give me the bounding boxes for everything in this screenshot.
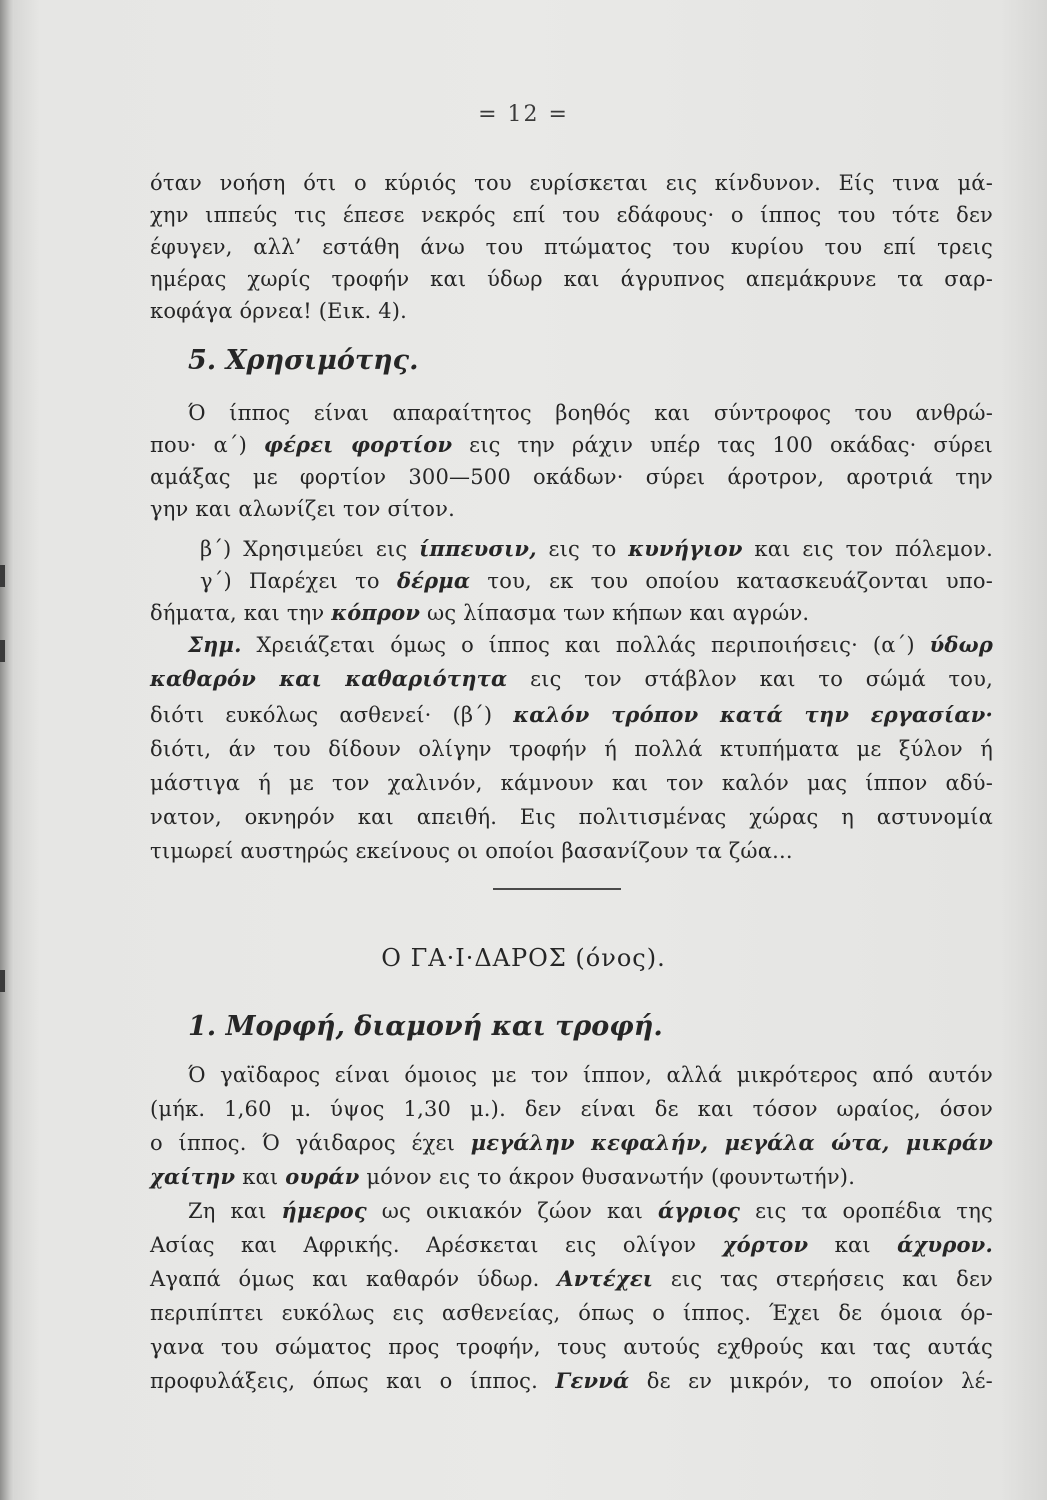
note-line: νατον, οκνηρόν και απειθή. Εις πολιτισμένας χώρας η αστυνομία [150, 805, 993, 829]
text-line: Ό γαϊδαρος είναι όμοιος με τον ίππον, αλλά μικρότερος από αυτόν [188, 1063, 993, 1087]
text-line: χην ιππεύς τις έπεσε νεκρός επί του εδάφους· ο ίππος του τότε δεν [150, 203, 993, 227]
text-line: έφυγεν, αλλ’ εστάθη άνω του πτώματος του κυρίου του επί τρεις [150, 235, 993, 259]
binding-mark [0, 640, 5, 662]
text-line: Αγαπά όμως και καθαρόν ύδωρ. Αντέχει εις τας στερήσεις και δεν [150, 1266, 993, 1291]
note-line: διότι ευκόλως ασθενεί· (β΄) καλόν τρόπον κατά την εργασίαν· [150, 702, 993, 727]
text-line: ο ίππος. Ό γάιδαρος έχει μεγάλην κεφαλήν, μεγάλα ώτα, μικράν [150, 1130, 993, 1155]
text-line: ημέρας χωρίς τροφήν και ύδωρ και άγρυπνος απεμάκρυνε τα σαρ- [150, 267, 993, 291]
binding-mark [0, 565, 5, 587]
section-divider [493, 888, 621, 890]
page-edge-shadow [0, 0, 14, 1500]
text-line: χαίτην και ουράν μόνον εις το άκρον θυσανωτήν (φουντωτήν). [150, 1164, 856, 1189]
text-line: αμάξας με φορτίον 300—500 οκάδων· σύρει άροτρον, αροτριά την [150, 465, 993, 489]
note-line: τιμωρεί αυστηρώς εκείνους οι οποίοι βασανίζουν τα ζώα... [150, 839, 793, 863]
note-line: καθαρόν και καθαριότητα εις τον στάβλον και το σώμά του, [150, 666, 993, 691]
text-line: Ζη και ήμερος ως οικιακόν ζώον και άγριος εις τα οροπέδια της [188, 1198, 993, 1223]
text-line: β΄) Χρησιμεύει εις ίππευσιν, εις το κυνήγιον και εις τον πόλεμον. [200, 536, 993, 561]
text-line: κοφάγα όρνεα! (Εικ. 4). [150, 299, 408, 323]
binding-mark [0, 970, 5, 992]
text-line: περιπίπτει ευκόλως εις ασθενείας, όπως ο ίππος. Έχει δε όμοια όρ- [150, 1301, 993, 1325]
section-heading-usefulness: 5. Χρησιμότης. [188, 345, 419, 376]
note-line: Σημ. Χρειάζεται όμως ο ίππος και πολλάς περιποιήσεις· (α΄) ύδωρ [188, 632, 993, 657]
text-line: που· α΄) φέρει φορτίον εις την ράχιν υπέρ τας 100 οκάδας· σύρει [150, 432, 993, 457]
chapter-title: Ο ΓΑ·Ι·ΔΑΡΟΣ (όνος). [381, 944, 666, 972]
page-number: = 12 = [478, 102, 569, 127]
text-line: γην και αλωνίζει τον σίτον. [150, 497, 455, 521]
section-heading-form: 1. Μορφή, διαμονή και τροφή. [188, 1011, 663, 1042]
text-line: δήματα, και την κόπρον ως λίπασμα των κήπων και αγρών. [150, 600, 810, 625]
text-line: Ασίας και Αφρικής. Αρέσκεται εις ολίγον χόρτον και άχυρον. [150, 1232, 993, 1257]
text-line: Ό ίππος είναι απαραίτητος βοηθός και σύντροφος του ανθρώ- [188, 401, 993, 425]
text-line: (μήκ. 1,60 μ. ύψος 1,30 μ.). δεν είναι δε και τόσον ωραίος, όσον [150, 1097, 993, 1121]
text-line: προφυλάξεις, όπως και ο ίππος. Γεννά δε εν μικρόν, το οποίον λέ- [150, 1368, 993, 1393]
text-line: γανα του σώματος προς τροφήν, τους αυτούς εχθρούς και τας αυτάς [150, 1335, 993, 1359]
note-line: διότι, άν του δίδουν ολίγην τροφήν ή πολλά κτυπήματα με ξύλον ή [150, 737, 993, 761]
note-line: μάστιγα ή με τον χαλινόν, κάμνουν και τον καλόν μας ίππον αδύ- [150, 771, 993, 795]
text-line: όταν νοήση ότι ο κύριός του ευρίσκεται εις κίνδυνον. Είς τινα μά- [150, 171, 993, 195]
text-line: γ΄) Παρέχει το δέρμα του, εκ του οποίου κατασκευάζονται υπο- [200, 568, 993, 593]
